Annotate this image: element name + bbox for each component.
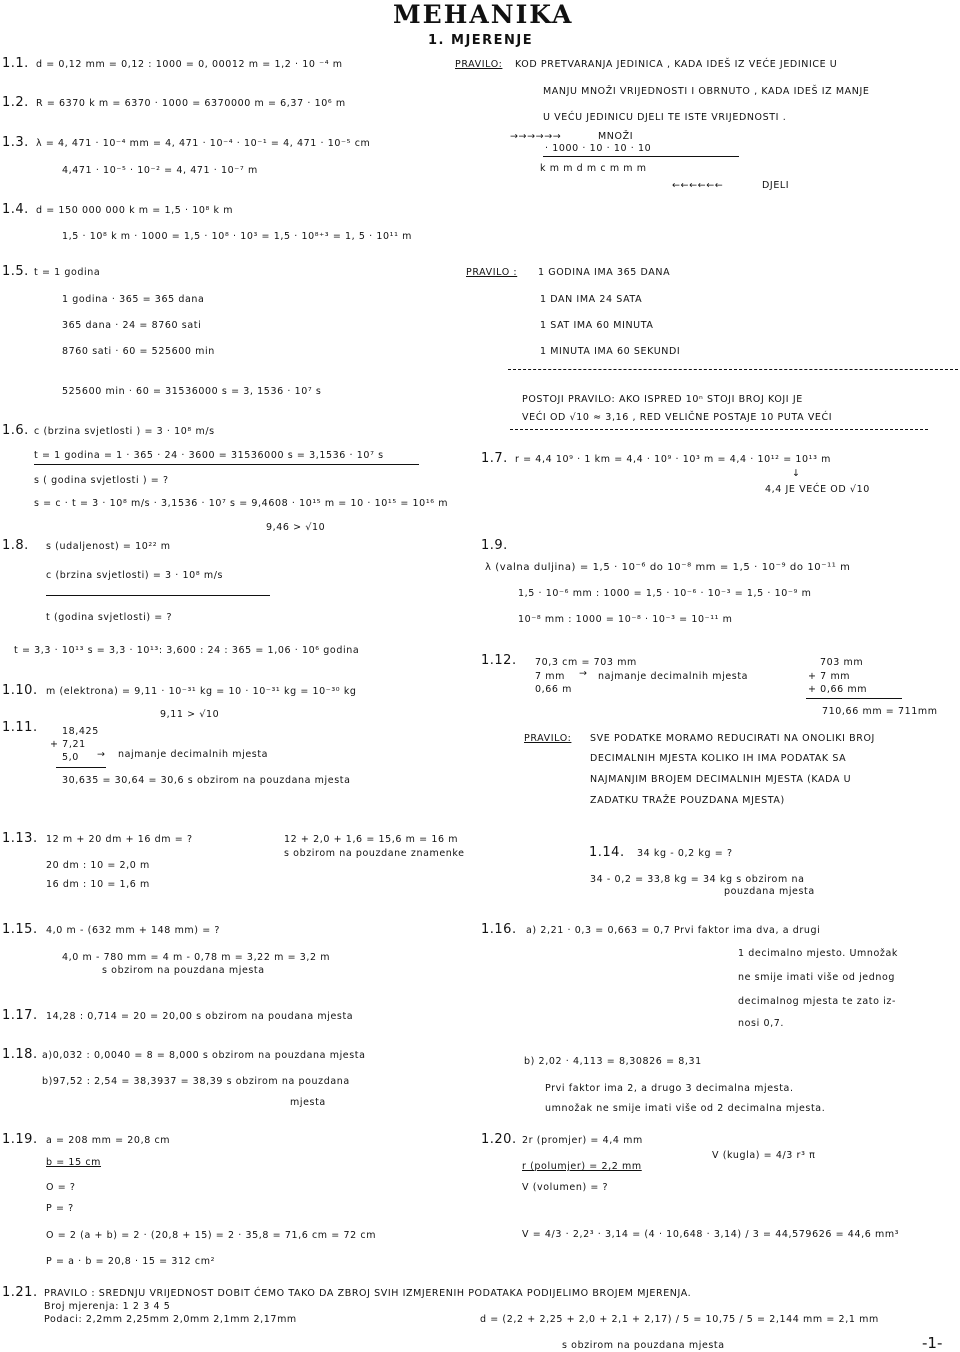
- problem-number: 1.19.: [2, 1132, 38, 1147]
- problem-text: O = 2 (a + b) = 2 · (20,8 + 15) = 2 · 35,8 = 71,6 cm = 72 cm: [46, 1230, 377, 1241]
- rule-text: k m m d m c m m m: [540, 163, 647, 174]
- problem-text: 1 godina · 365 = 365 dana: [62, 294, 205, 305]
- problem-text: Podaci: 2,2mm 2,25mm 2,0mm 2,1mm 2,17mm: [44, 1314, 297, 1325]
- problem-text: najmanje decimalnih mjesta: [118, 749, 269, 760]
- problem-text: t = 1 godina = 1 · 365 · 24 · 3600 = 31536000 s = 3,1536 · 10⁷ s: [34, 450, 384, 461]
- problem-text: s obzirom na pouzdane znamenke: [284, 848, 465, 859]
- problem-text: c (brzina svjetlosti) = 3 · 10⁸ m/s: [46, 570, 224, 581]
- problem-text: V (volumen) = ?: [522, 1182, 609, 1193]
- problem-text: 20 dm : 10 = 2,0 m: [46, 860, 150, 871]
- arrow-right-icon: →→→→→→: [510, 131, 562, 142]
- problem-number: 1.2.: [2, 95, 29, 110]
- problem-text: pouzdana mjesta: [724, 886, 815, 897]
- rule-text: · 1000 · 10 · 10 · 10: [545, 143, 652, 154]
- problem-text: 5,0: [62, 752, 79, 763]
- rule-text: U VEĆU JEDINICU DJELI TE ISTE VRIJEDNOSTI .: [543, 112, 787, 123]
- page-number: -1-: [922, 1334, 943, 1352]
- problem-text: najmanje decimalnih mjesta: [598, 671, 749, 682]
- problem-number: 1.3.: [2, 135, 29, 150]
- problem-text: s (udaljenost) = 10²² m: [46, 541, 171, 552]
- problem-text: + 0,66 mm: [808, 684, 868, 695]
- problem-text: 12 + 2,0 + 1,6 = 15,6 m = 16 m: [284, 834, 459, 845]
- problem-number: 1.12.: [481, 653, 517, 668]
- problem-text: c (brzina svjetlosti ) = 3 · 10⁸ m/s: [34, 426, 215, 437]
- problem-text: decimalnog mjesta te zato iz-: [738, 996, 896, 1007]
- problem-text: 12 m + 20 dm + 16 dm = ?: [46, 834, 193, 845]
- problem-text: 4,471 · 10⁻⁵ · 10⁻² = 4, 471 · 10⁻⁷ m: [62, 165, 258, 176]
- problem-text: s obzirom na pouzdana mjesta: [102, 965, 265, 976]
- problem-text: 7 mm: [535, 671, 565, 682]
- rule-label: PRAVILO:: [524, 733, 572, 744]
- problem-number: 1.6.: [2, 423, 29, 438]
- problem-number: 1.5.: [2, 264, 29, 279]
- problem-text: R = 6370 k m = 6370 · 1000 = 6370000 m = 6,37 · 10⁶ m: [36, 98, 346, 109]
- page-title: MEHANIKA: [393, 0, 574, 29]
- problem-text: P = ?: [46, 1203, 74, 1214]
- rule-text: 1 DAN IMA 24 SATA: [540, 294, 643, 305]
- rule-text: 1 MINUTA IMA 60 SEKUNDI: [540, 346, 681, 357]
- problem-text: nosi 0,7.: [738, 1018, 784, 1029]
- problem-text: t (godina svjetlosti) = ?: [46, 612, 173, 623]
- rule-text: SVE PODATKE MORAMO REDUCIRATI NA ONOLIKI BROJ: [590, 733, 875, 744]
- rule-text: KOD PRETVARANJA JEDINICA , KADA IDEŠ IZ VEĆE JEDINICE U: [515, 59, 838, 70]
- problem-text: 18,425: [62, 726, 99, 737]
- problem-number: 1.10.: [2, 683, 38, 698]
- arrow-down-icon: ↓: [792, 468, 801, 479]
- rule-label: PRAVILO:: [455, 59, 503, 70]
- rule-text: 1 SAT IMA 60 MINUTA: [540, 320, 654, 331]
- rule-label: PRAVILO :: [466, 267, 518, 278]
- problem-number: 1.20.: [481, 1132, 517, 1147]
- rule-text: ZADATKU TRAŽE POUZDANA MJESTA): [590, 795, 785, 806]
- problem-text: a) 2,21 · 0,3 = 0,663 = 0,7 Prvi faktor ima dva, a drugi: [526, 925, 821, 936]
- problem-text: mjesta: [290, 1097, 326, 1108]
- problem-text: 4,0 m - (632 mm + 148 mm) = ?: [46, 925, 221, 936]
- problem-number: 1.16.: [481, 922, 517, 937]
- rule-text: VEĆI OD √10 ≈ 3,16 , RED VELIČNE POSTAJE 10 PUTA VEĆI: [522, 412, 833, 423]
- problem-text: s ( godina svjetlosti ) = ?: [34, 475, 169, 486]
- problem-text: 9,46 > √10: [266, 522, 326, 533]
- problem-text: 8760 sati · 60 = 525600 min: [62, 346, 215, 357]
- problem-text: 703 mm: [820, 657, 864, 668]
- problem-text: P = a · b = 20,8 · 15 = 312 cm²: [46, 1256, 215, 1267]
- arrow-right-icon: →: [579, 668, 588, 679]
- problem-text: λ (valna duljina) = 1,5 · 10⁻⁶ do 10⁻⁸ mm = 1,5 · 10⁻⁹ do 10⁻¹¹ m: [485, 562, 851, 573]
- problem-text: t = 1 godina: [34, 267, 101, 278]
- problem-text: s obzirom na pouzdana mjesta: [562, 1340, 725, 1351]
- problem-text: 4,0 m - 780 mm = 4 m - 0,78 m = 3,22 m = 3,2 m: [62, 952, 331, 963]
- problem-text: a)0,032 : 0,0040 = 8 = 8,000 s obzirom na pouzdana mjesta: [42, 1050, 366, 1061]
- problem-number: 1.14.: [589, 845, 625, 860]
- problem-number: 1.9.: [481, 538, 508, 553]
- problem-text: 30,635 = 30,64 = 30,6 s obzirom na pouzdana mjesta: [62, 775, 351, 786]
- problem-number: 1.4.: [2, 202, 29, 217]
- problem-number: 1.18.: [2, 1047, 38, 1062]
- problem-number: 1.7.: [481, 451, 508, 466]
- arrow-left-icon: ←←←←←←: [672, 180, 724, 191]
- problem-text: 34 kg - 0,2 kg = ?: [637, 848, 733, 859]
- rule-text: POSTOJI PRAVILO: AKO ISPRED 10ⁿ STOJI BROJ KOJI JE: [522, 394, 803, 405]
- problem-text: 16 dm : 10 = 1,6 m: [46, 879, 150, 890]
- rule-text: MNOŽI: [598, 131, 634, 142]
- problem-text: m (elektrona) = 9,11 · 10⁻³¹ kg = 10 · 10⁻³¹ kg = 10⁻³⁰ kg: [46, 686, 357, 697]
- problem-text: + 7 mm: [808, 671, 851, 682]
- problem-text: r (polumjer) = 2,2 mm: [522, 1161, 642, 1172]
- problem-text: d = 0,12 mm = 0,12 : 1000 = 0, 00012 m = 1,2 · 10 ⁻⁴ m: [36, 59, 343, 70]
- problem-text: 525600 min · 60 = 31536000 s = 3, 1536 · 10⁷ s: [62, 386, 322, 397]
- problem-text: b)97,52 : 2,54 = 38,3937 = 38,39 s obzirom na pouzdana: [42, 1076, 350, 1087]
- rule-text: MANJU MNOŽI VRIJEDNOSTI I OBRNUTO , KADA IDEŠ IZ MANJE: [543, 86, 870, 97]
- problem-number: 1.1.: [2, 56, 29, 71]
- problem-text: umnožak ne smije imati više od 2 decimalna mjesta.: [545, 1103, 826, 1114]
- problem-number: 1.11.: [2, 720, 38, 735]
- problem-text: Broj mjerenja: 1 2 3 4 5: [44, 1301, 171, 1312]
- rule-text: 1 GODINA IMA 365 DANA: [538, 267, 671, 278]
- problem-text: b) 2,02 · 4,113 = 8,30826 = 8,31: [524, 1056, 702, 1067]
- problem-text: 710,66 mm = 711mm: [822, 706, 938, 717]
- problem-number: 1.8.: [2, 538, 29, 553]
- arrow-right-icon: →: [97, 749, 106, 760]
- section-title: 1. MJERENJE: [428, 33, 534, 48]
- problem-text: 14,28 : 0,714 = 20 = 20,00 s obzirom na poudana mjesta: [46, 1011, 354, 1022]
- problem-text: O = ?: [46, 1182, 76, 1193]
- rule-text: DJELI: [762, 180, 790, 191]
- problem-text: 9,11 > √10: [160, 709, 220, 720]
- problem-text: d = 150 000 000 k m = 1,5 · 10⁸ k m: [36, 205, 234, 216]
- problem-text: λ = 4, 471 · 10⁻⁴ mm = 4, 471 · 10⁻⁴ · 10⁻¹ = 4, 471 · 10⁻⁵ cm: [36, 138, 371, 149]
- problem-text: 4,4 JE VEĆE OD √10: [765, 484, 870, 495]
- problem-number: 1.13.: [2, 831, 38, 846]
- problem-text: 2r (promjer) = 4,4 mm: [522, 1135, 643, 1146]
- rule-text: NAJMANJIM BROJEM DECIMALNIH MJESTA (KADA U: [590, 774, 852, 785]
- problem-text: + 7,21: [50, 739, 86, 750]
- problem-text: d = (2,2 + 2,25 + 2,0 + 2,1 + 2,17) / 5 = 10,75 / 5 = 2,144 mm = 2,1 mm: [480, 1314, 879, 1325]
- problem-text: 1 decimalno mjesto. Umnožak: [738, 948, 899, 959]
- problem-text: 365 dana · 24 = 8760 sati: [62, 320, 202, 331]
- problem-text: 10⁻⁸ mm : 1000 = 10⁻⁸ · 10⁻³ = 10⁻¹¹ m: [518, 614, 733, 625]
- problem-text: a = 208 mm = 20,8 cm: [46, 1135, 171, 1146]
- problem-text: 70,3 cm = 703 mm: [535, 657, 637, 668]
- rule-text: PRAVILO : SREDNJU VRIJEDNOST DOBIT ĆEMO TAKO DA ZBROJ SVIH IZMJERENIH PODATAKA PODIJELIMO BROJEM MJERENJA.: [44, 1288, 692, 1299]
- problem-text: b = 15 cm: [46, 1157, 102, 1168]
- problem-text: 1,5 · 10⁻⁶ mm : 1000 = 1,5 · 10⁻⁶ · 10⁻³ = 1,5 · 10⁻⁹ m: [518, 588, 812, 599]
- problem-text: ne smije imati više od jednog: [738, 972, 896, 983]
- problem-text: 0,66 m: [535, 684, 573, 695]
- problem-text: s = c · t = 3 · 10⁸ m/s · 3,1536 · 10⁷ s = 9,4608 · 10¹⁵ m = 10 · 10¹⁵ = 10¹⁶ m: [34, 498, 449, 509]
- problem-text: r = 4,4 10⁹ · 1 km = 4,4 · 10⁹ · 10³ m = 4,4 · 10¹² = 10¹³ m: [515, 454, 831, 465]
- problem-text: V (kugla) = 4/3 r³ π: [712, 1150, 816, 1161]
- problem-text: 34 - 0,2 = 33,8 kg = 34 kg s obzirom na: [590, 874, 805, 885]
- problem-text: 1,5 · 10⁸ k m · 1000 = 1,5 · 10⁸ · 10³ = 1,5 · 10⁸⁺³ = 1, 5 · 10¹¹ m: [62, 231, 412, 242]
- problem-text: V = 4/3 · 2,2³ · 3,14 = (4 · 10,648 · 3,14) / 3 = 44,579626 = 44,6 mm³: [522, 1229, 900, 1240]
- problem-number: 1.17.: [2, 1008, 38, 1023]
- problem-text: t = 3,3 · 10¹³ s = 3,3 · 10¹³: 3,600 : 24 : 365 = 1,06 · 10⁶ godina: [14, 645, 360, 656]
- problem-number: 1.21.: [2, 1285, 38, 1300]
- problem-number: 1.15.: [2, 922, 38, 937]
- rule-text: DECIMALNIH MJESTA KOLIKO IH IMA PODATAK SA: [590, 753, 847, 764]
- problem-text: Prvi faktor ima 2, a drugo 3 decimalna mjesta.: [545, 1083, 794, 1094]
